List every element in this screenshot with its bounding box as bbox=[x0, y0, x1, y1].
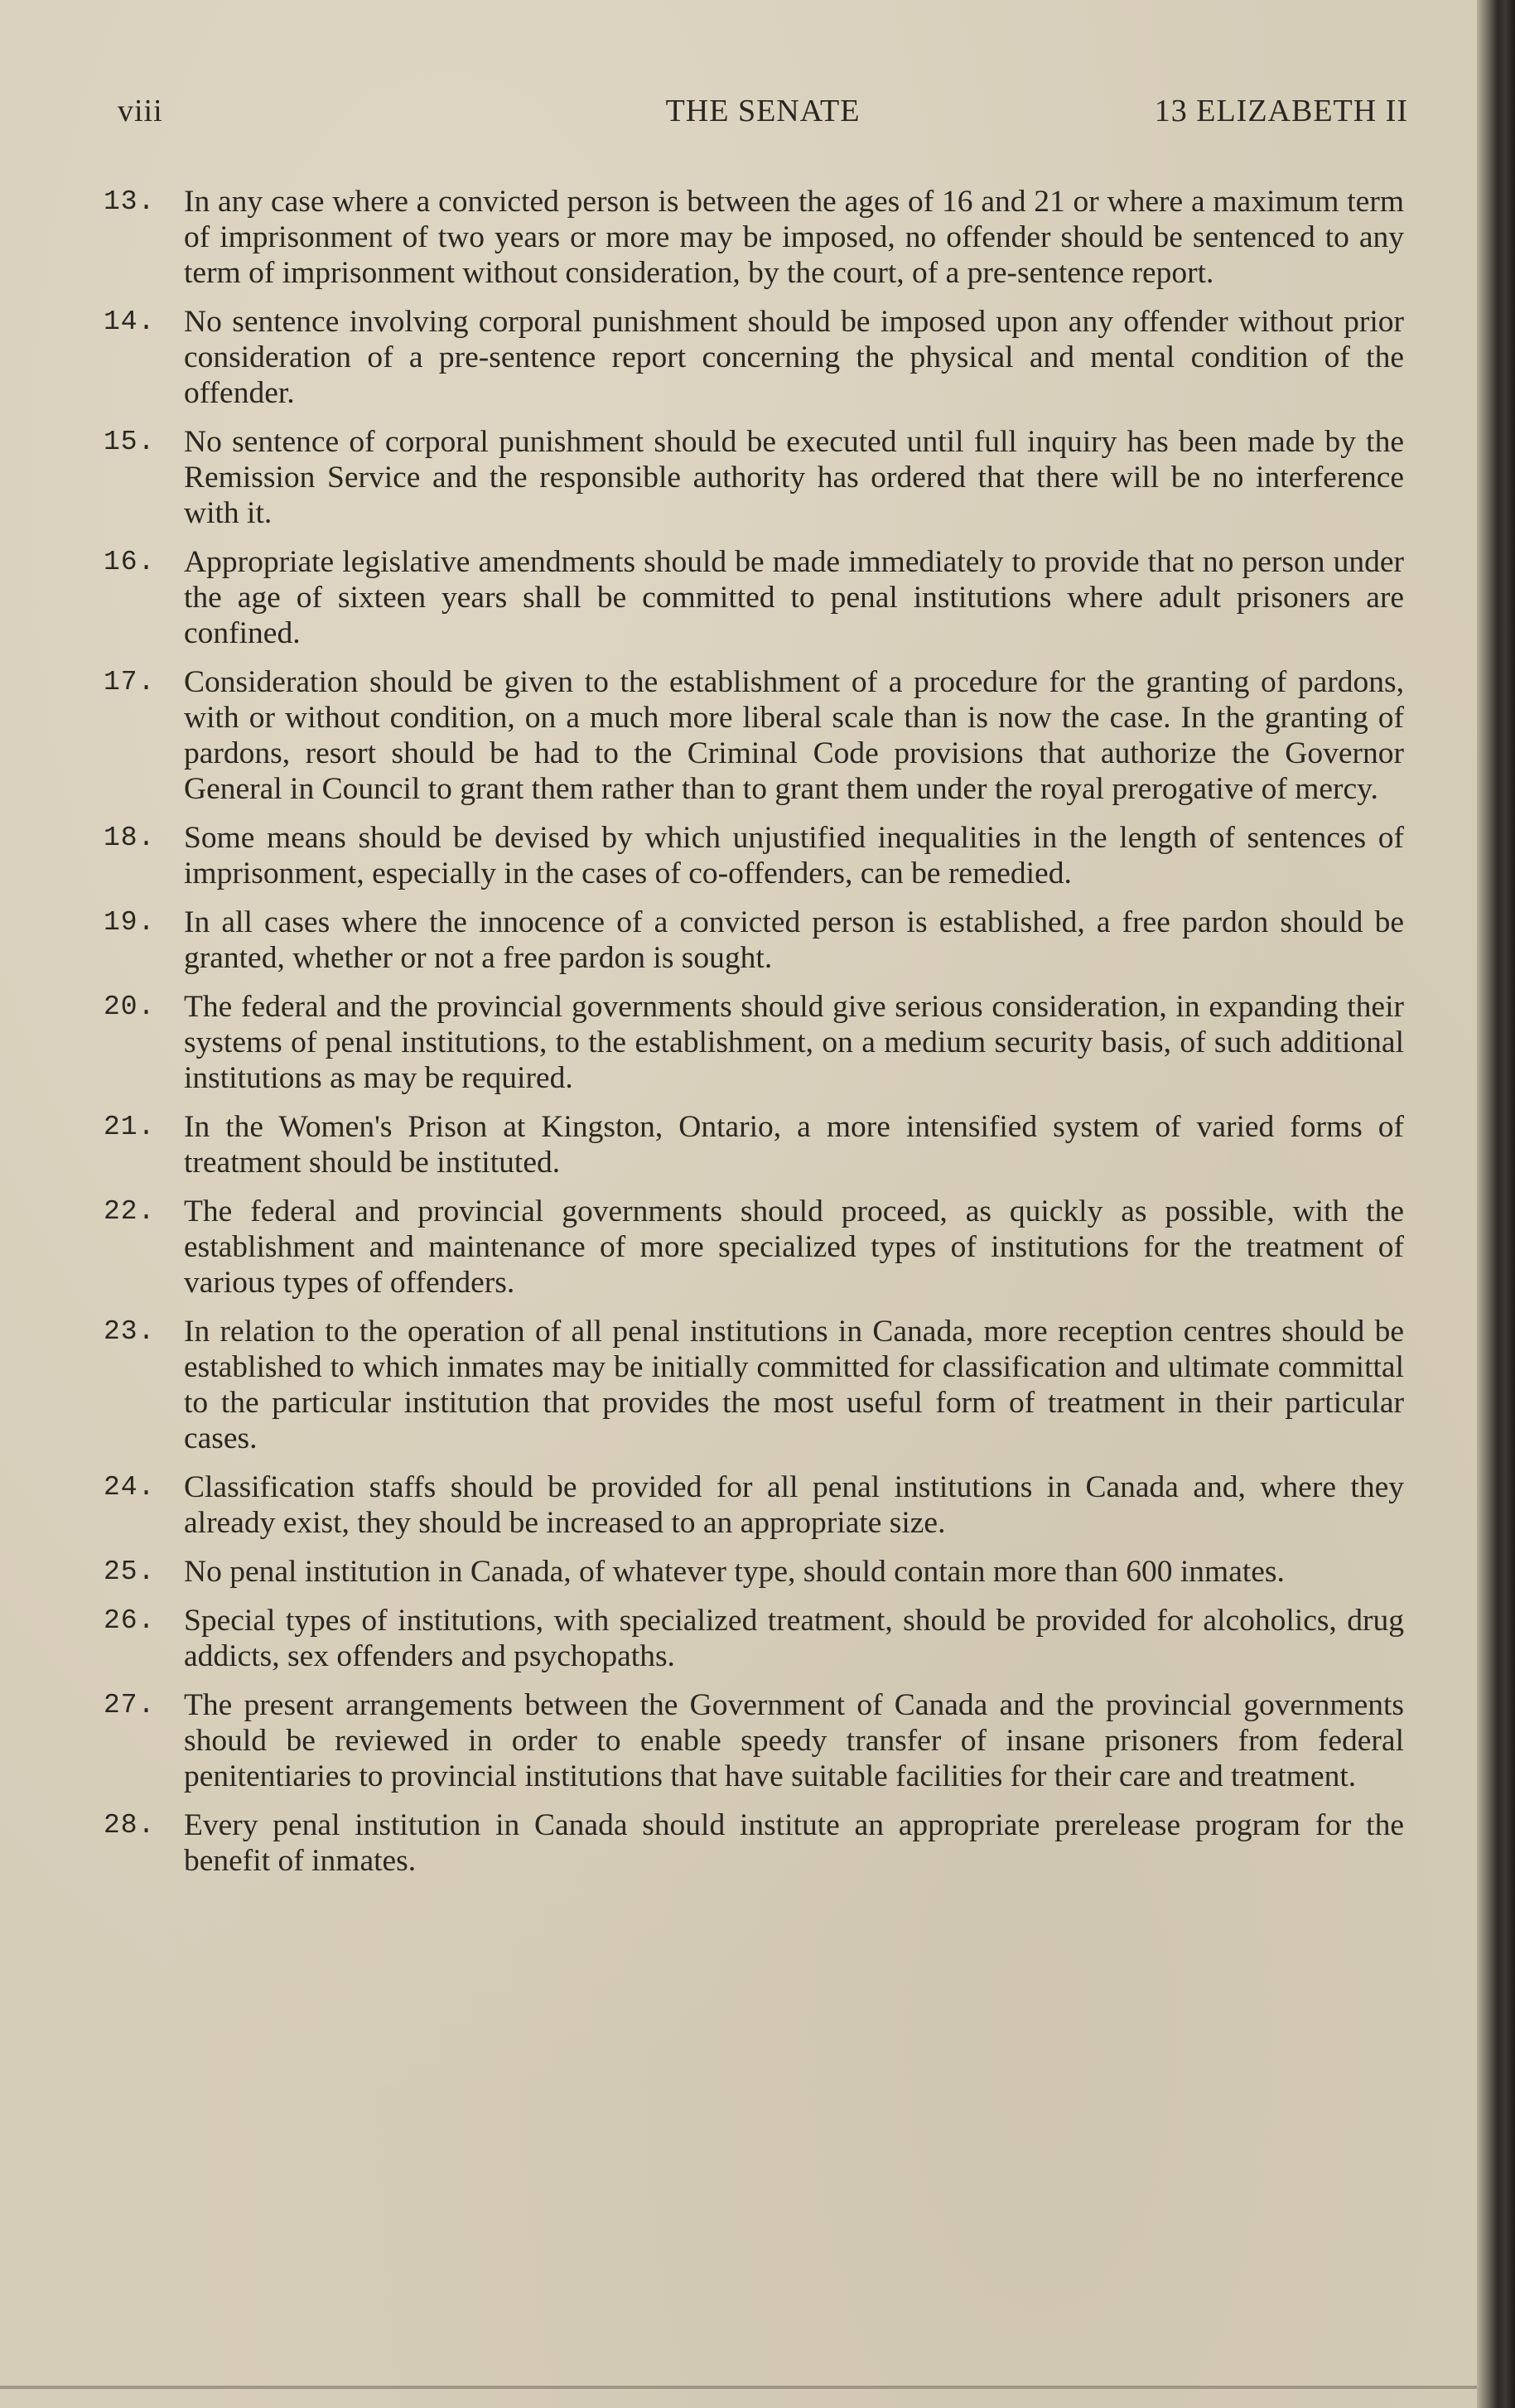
list-item bbox=[104, 1469, 1404, 1541]
item-text: Consideration should be given to the establishment of a procedure for the granting of pardons, with or without condition, on a much more liberal scale than is now the case. In the granting of pardons, resort should be had to the Criminal Code provisions that authorize the Governor General in Council to grant them rather than to grant them under the royal prerogative of mercy. bbox=[184, 665, 1404, 806]
list-item bbox=[104, 905, 1404, 976]
item-text: In relation to the operation of all penal institutions in Canada, more reception centres should be established to which inmates may be initially committed for classification and ultimate committal to the particular institution that provides the most useful form of treatment in their particular cases. bbox=[184, 1315, 1404, 1455]
bottom-edge-shadow bbox=[0, 2386, 1487, 2389]
list-item bbox=[104, 1194, 1404, 1301]
list-item bbox=[104, 424, 1404, 531]
page-number: viii bbox=[118, 94, 163, 128]
item-text: Classification staffs should be provided for all penal institutions in Canada and, where they already exist, they should be increased to an appropriate size. bbox=[184, 1470, 1404, 1540]
item-text: The federal and the provincial governments should give serious consideration, in expanding their systems of penal institutions, to the establishment, on a medium security basis, of such additional institutions as may be required. bbox=[184, 990, 1404, 1095]
item-number: 20. bbox=[104, 992, 156, 1022]
list-item bbox=[104, 664, 1404, 807]
item-number: 28. bbox=[104, 1810, 156, 1841]
item-number: 19. bbox=[104, 907, 156, 938]
session-label: 13 ELIZABETH II bbox=[1154, 94, 1408, 128]
list-item bbox=[104, 1314, 1404, 1456]
item-text: No sentence involving corporal punishment should be imposed upon any offender without prior consideration of a pre-sentence report concerning the physical and mental condition of the offender. bbox=[184, 305, 1404, 410]
item-text: The present arrangements between the Government of Canada and the provincial governments should be reviewed in order to enable speedy transfer of insane prisoners from federal penitentiaries to provincial institutions that have suitable facilities for their care and treatment. bbox=[184, 1688, 1404, 1793]
item-number: 27. bbox=[104, 1690, 156, 1720]
item-text: In all cases where the innocence of a convicted person is established, a free pardon should be granted, whether or not a free pardon is sought. bbox=[184, 905, 1404, 975]
list-item bbox=[104, 820, 1404, 891]
list-item bbox=[104, 544, 1404, 651]
item-number: 15. bbox=[104, 427, 156, 457]
list-item bbox=[104, 1603, 1404, 1674]
item-number: 21. bbox=[104, 1112, 156, 1142]
item-text: In the Women's Prison at Kingston, Ontario, a more intensified system of varied forms of treatment should be instituted. bbox=[184, 1110, 1404, 1180]
page-title: THE SENATE bbox=[665, 94, 861, 128]
list-item bbox=[104, 304, 1404, 411]
list-item bbox=[104, 184, 1404, 291]
recommendations-list bbox=[104, 184, 1404, 1892]
item-text: Special types of institutions, with specialized treatment, should be provided for alcoholics, drug addicts, sex offenders and psychopaths. bbox=[184, 1604, 1404, 1673]
list-item bbox=[104, 1687, 1404, 1794]
item-text: In any case where a convicted person is between the ages of 16 and 21 or where a maximum term of imprisonment of two years or more may be imposed, no offender should be sentenced to any term of imprisonment without consideration, by the court, of a pre-sentence report. bbox=[184, 185, 1404, 290]
item-number: 22. bbox=[104, 1196, 156, 1227]
item-text: Some means should be devised by which unjustified inequalities in the length of sentences of imprisonment, especially in the cases of co-offenders, can be remedied. bbox=[184, 821, 1404, 890]
list-item bbox=[104, 1807, 1404, 1879]
item-text: The federal and provincial governments should proceed, as quickly as possible, with the establishment and maintenance of more specialized types of institutions for the treatment of various types of offenders. bbox=[184, 1194, 1404, 1300]
item-number: 25. bbox=[104, 1556, 156, 1587]
item-text: Every penal institution in Canada should institute an appropriate prerelease program for the benefit of inmates. bbox=[184, 1808, 1404, 1878]
item-number: 13. bbox=[104, 186, 156, 217]
item-text: No penal institution in Canada, of whatever type, should contain more than 600 inmates. bbox=[184, 1555, 1285, 1589]
item-number: 23. bbox=[104, 1316, 156, 1347]
list-item bbox=[104, 1554, 1404, 1590]
item-text: Appropriate legislative amendments should be made immediately to provide that no person under the age of sixteen years shall be committed to penal institutions where adult prisoners are confined. bbox=[184, 545, 1404, 650]
list-item bbox=[104, 989, 1404, 1096]
running-header bbox=[118, 93, 1408, 134]
list-item bbox=[104, 1109, 1404, 1180]
item-number: 17. bbox=[104, 667, 156, 697]
book-spine-edge bbox=[1477, 0, 1515, 2408]
item-number: 24. bbox=[104, 1472, 156, 1503]
item-text: No sentence of corporal punishment should be executed until full inquiry has been made by the Remission Service and the responsible authority has ordered that there will be no interference with it. bbox=[184, 425, 1404, 530]
item-number: 18. bbox=[104, 823, 156, 853]
item-number: 16. bbox=[104, 547, 156, 577]
item-number: 26. bbox=[104, 1605, 156, 1636]
item-number: 14. bbox=[104, 306, 156, 337]
